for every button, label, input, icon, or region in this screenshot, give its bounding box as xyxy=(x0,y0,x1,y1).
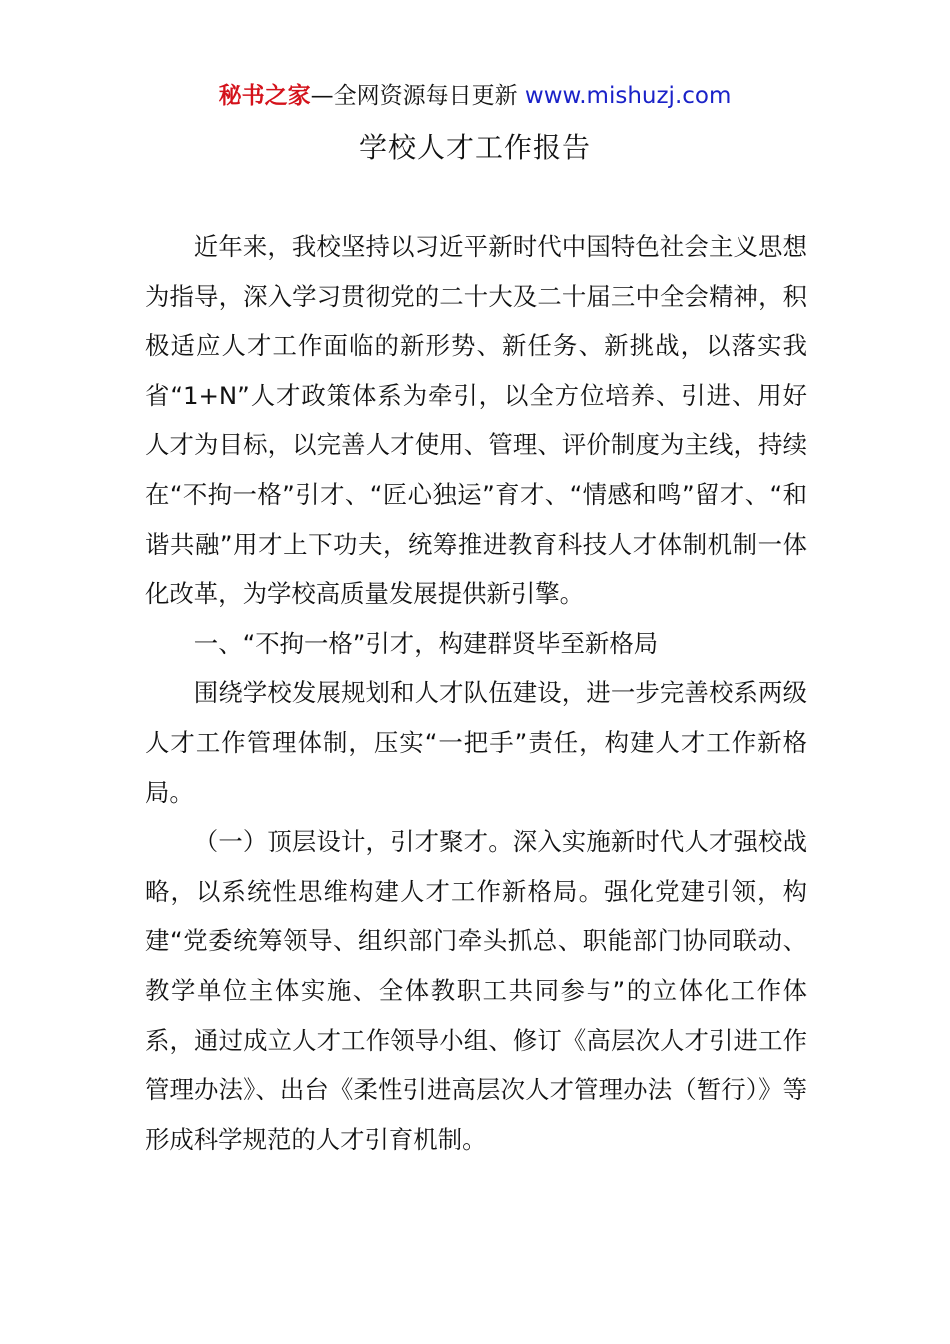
header-tagline: —全网资源每日更新 xyxy=(310,83,525,109)
document-title: 学校人才工作报告 xyxy=(358,131,591,164)
document-body xyxy=(145,222,807,1164)
paragraph-section-1: 围绕学校发展规划和人才队伍建设，进一步完善校系两级人才工作管理体制，压实“一把手”责任，构建人才工作新格局。 xyxy=(145,678,807,807)
paragraph-subsection-1: （一）顶层设计，引才聚才。深入实施新时代人才强校战略，以系统性思维构建人才工作新格局。强化党建引领，构建“党委统筹领导、组织部门牵头抓总、职能部门协同联动、教学单位主体实施、全体教职工共同参与”的立体化工作体系，通过成立人才工作领导小组、修订《高层次人才引进工作管理办法》、出台《柔性引进高层次人才管理办法（暂行）》等形成科学规范的人才引育机制。 xyxy=(145,827,807,1154)
site-url-link[interactable]: www.mishuzj.com xyxy=(524,83,732,109)
paragraph-intro: 近年来，我校坚持以习近平新时代中国特色社会主义思想为指导，深入学习贯彻党的二十大及二十届三中全会精神，积极适应人才工作面临的新形势、新任务、新挑战，以落实我省“1+N”人才政策体系为牵引，以全方位培养、引进、用好人才为目标，以完善人才使用、管理、评价制度为主线，持续在“不拘一格”引才、“匠心独运”育才、“情感和鸣”留才、“和谐共融”用才上下功夫，统筹推进教育科技人才体制机制一体化改革，为学校高质量发展提供新引擎。 xyxy=(145,232,807,609)
section-heading-1: 一、“不拘一格”引才，构建群贤毕至新格局 xyxy=(193,628,659,658)
site-header xyxy=(0,80,950,112)
brand-name: 秘书之家 xyxy=(218,83,311,109)
